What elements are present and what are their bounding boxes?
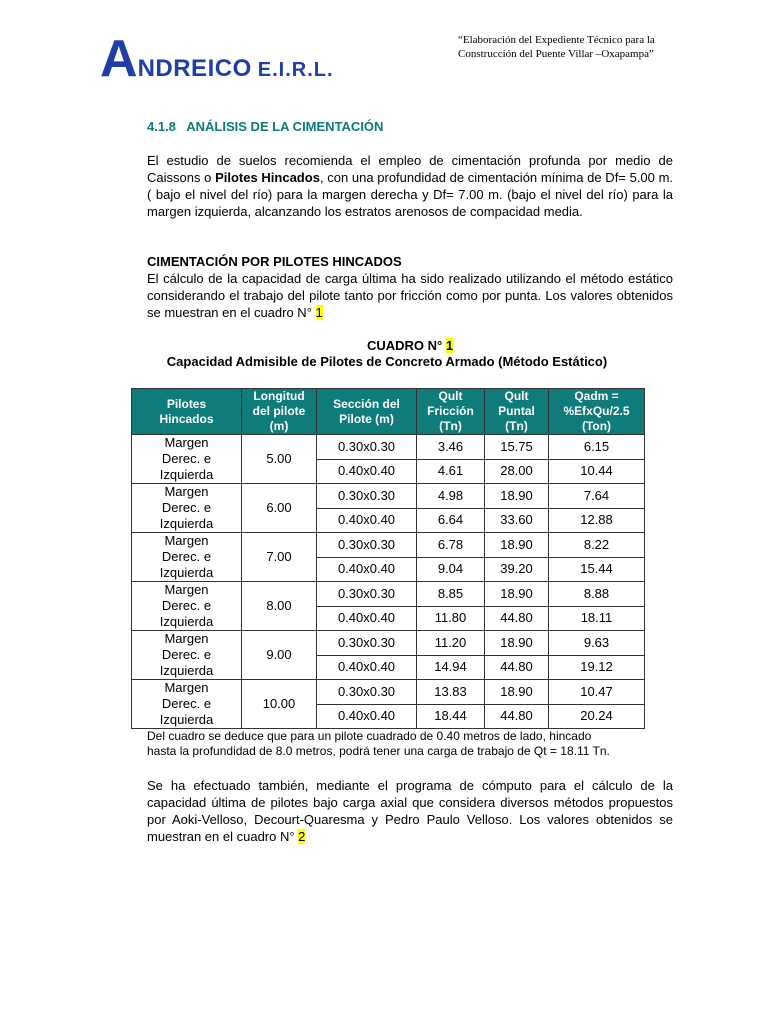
cell-qadm: 18.11 <box>549 606 645 631</box>
table-row <box>132 435 645 460</box>
cell-ubicacion: Margen Derec. e Izquierda <box>132 435 242 484</box>
cell-seccion: 0.40x0.40 <box>317 704 417 729</box>
cuadro-ref-2: 2 <box>298 829 306 844</box>
project-title <box>458 33 698 61</box>
cell-qult-puntal: 33.60 <box>485 508 549 533</box>
cell-qult-puntal: 44.80 <box>485 704 549 729</box>
cell-qult-puntal: 15.75 <box>485 435 549 460</box>
cell-seccion: 0.30x0.30 <box>317 435 417 460</box>
cell-qult-puntal: 18.90 <box>485 680 549 705</box>
cell-longitud: 8.00 <box>242 582 317 631</box>
cell-ubicacion: Margen Derec. e Izquierda <box>132 680 242 729</box>
cell-qult-friccion: 4.98 <box>417 484 485 509</box>
paragraph-pilotes-text: El cálculo de la capacidad de carga última ha sido realizado utilizando el método estático considerando el trabajo del pilote tanto por fricción como por punta. Los valores obtenidos se muestran en el cuadro N° <box>147 271 673 320</box>
paragraph-intro-b: , con una profundidad de cimentación mínima de Df= 5.00 m. ( bajo el nivel del río) para la margen derecha y Df= 7.00 m. (bajo el nivel del río) para la margen izquierda, alcanzando los estratos arenosos de compacidad media. <box>147 170 674 219</box>
cuadro-ref-1: 1 <box>315 305 323 320</box>
cell-qadm: 12.88 <box>549 508 645 533</box>
table-row <box>132 680 645 705</box>
cell-qadm: 10.44 <box>549 459 645 484</box>
cuadro-subtitle: Capacidad Admisible de Pilotes de Concreto Armado (Método Estático) <box>166 354 608 369</box>
cell-qult-puntal: 18.90 <box>485 631 549 656</box>
cell-ubicacion: Margen Derec. e Izquierda <box>132 533 242 582</box>
cell-qult-friccion: 9.04 <box>417 557 485 582</box>
cell-longitud: 9.00 <box>242 631 317 680</box>
header-pilotes: Pilotes Hincados <box>132 389 242 435</box>
cell-qult-friccion: 4.61 <box>417 459 485 484</box>
subheading-pilotes: CIMENTACIÓN POR PILOTES HINCADOS <box>147 254 402 269</box>
table-note-line1: Del cuadro se deduce que para un pilote cuadrado de 0.40 metros de lado, hincado <box>147 729 592 743</box>
header-seccion: Sección del Pilote (m) <box>317 389 417 435</box>
table-header-row <box>132 389 645 435</box>
cell-qult-friccion: 6.78 <box>417 533 485 558</box>
project-title-line1: “Elaboración del Expediente Técnico para la <box>458 34 655 46</box>
paragraph-closing <box>147 777 684 845</box>
cell-qadm: 20.24 <box>549 704 645 729</box>
table-row <box>132 631 645 656</box>
cell-qult-puntal: 44.80 <box>485 606 549 631</box>
paragraph-intro-a: El estudio de suelos recomienda el empleo de cimentación profunda por medio de Caissons o <box>147 153 673 185</box>
cell-qadm: 9.63 <box>549 631 645 656</box>
table-row <box>132 484 645 509</box>
cell-qult-friccion: 18.44 <box>417 704 485 729</box>
paragraph-intro-bold: Pilotes Hincados <box>215 170 320 185</box>
cell-seccion: 0.40x0.40 <box>317 508 417 533</box>
cell-seccion: 0.40x0.40 <box>317 606 417 631</box>
table-row <box>132 533 645 558</box>
company-logo <box>100 30 334 88</box>
cell-qadm: 8.22 <box>549 533 645 558</box>
cell-qult-friccion: 6.64 <box>417 508 485 533</box>
cell-longitud: 7.00 <box>242 533 317 582</box>
cuadro-title-prefix: CUADRO N° <box>366 338 446 353</box>
cuadro-title <box>147 337 673 354</box>
header-qult-friccion: Qult Fricción (Tn) <box>417 389 485 435</box>
cell-seccion: 0.40x0.40 <box>317 655 417 680</box>
cell-seccion: 0.30x0.30 <box>317 631 417 656</box>
cell-qadm: 8.88 <box>549 582 645 607</box>
header-qult-puntal: Qult Puntal (Tn) <box>485 389 549 435</box>
piles-capacity-table <box>131 388 645 729</box>
logo-suffix: E.I.R.L. <box>257 59 334 81</box>
cell-longitud: 10.00 <box>242 680 317 729</box>
cell-seccion: 0.30x0.30 <box>317 484 417 509</box>
cell-qult-friccion: 11.20 <box>417 631 485 656</box>
cell-qadm: 6.15 <box>549 435 645 460</box>
cell-qult-puntal: 28.00 <box>485 459 549 484</box>
cell-qult-friccion: 13.83 <box>417 680 485 705</box>
cell-seccion: 0.30x0.30 <box>317 680 417 705</box>
cell-qult-friccion: 8.85 <box>417 582 485 607</box>
cell-longitud: 5.00 <box>242 435 317 484</box>
header-qadm: Qadm = %EfxQu/2.5 (Ton) <box>549 389 645 435</box>
paragraph-intro <box>147 152 673 220</box>
paragraph-closing-text: Se ha efectuado también, mediante el programa de cómputo para el cálculo de la capacidad última de pilotes bajo carga axial que considera diversos métodos propuestos por Aoki-Velloso, Decourt-Quaresma y Pedro Paulo Velloso. Los valores obtenidos se muestran en el cuadro N° <box>147 778 684 844</box>
cell-qult-puntal: 39.20 <box>485 557 549 582</box>
table-note <box>147 729 687 759</box>
cell-seccion: 0.40x0.40 <box>317 557 417 582</box>
logo-name: NDREICO <box>137 55 252 82</box>
cell-qult-friccion: 11.80 <box>417 606 485 631</box>
project-title-line2: Construcción del Puente Villar –Oxapampa” <box>458 48 654 60</box>
cell-longitud: 6.00 <box>242 484 317 533</box>
table-row <box>132 582 645 607</box>
cell-seccion: 0.30x0.30 <box>317 533 417 558</box>
cell-qult-puntal: 18.90 <box>485 582 549 607</box>
cell-qadm: 7.64 <box>549 484 645 509</box>
table-note-line2: hasta la profundidad de 8.0 metros, podrá tener una carga de trabajo de Qt = 18.11 Tn. <box>147 744 610 758</box>
cell-qult-friccion: 14.94 <box>417 655 485 680</box>
cell-qadm: 10.47 <box>549 680 645 705</box>
cell-qadm: 19.12 <box>549 655 645 680</box>
paragraph-pilotes <box>147 253 673 321</box>
cell-qult-puntal: 44.80 <box>485 655 549 680</box>
cell-seccion: 0.30x0.30 <box>317 582 417 607</box>
header-longitud: Longitud del pilote (m) <box>242 389 317 435</box>
cell-qult-puntal: 18.90 <box>485 484 549 509</box>
cell-qult-puntal: 18.90 <box>485 533 549 558</box>
cell-qadm: 15.44 <box>549 557 645 582</box>
cell-ubicacion: Margen Derec. e Izquierda <box>132 631 242 680</box>
cell-qult-friccion: 3.46 <box>417 435 485 460</box>
cell-seccion: 0.40x0.40 <box>317 459 417 484</box>
section-heading: 4.1.8 ANÁLISIS DE LA CIMENTACIÓN <box>147 119 384 134</box>
cell-ubicacion: Margen Derec. e Izquierda <box>132 582 242 631</box>
cuadro-number: 1 <box>445 338 454 353</box>
logo-initial: A <box>100 30 138 88</box>
cell-ubicacion: Margen Derec. e Izquierda <box>132 484 242 533</box>
